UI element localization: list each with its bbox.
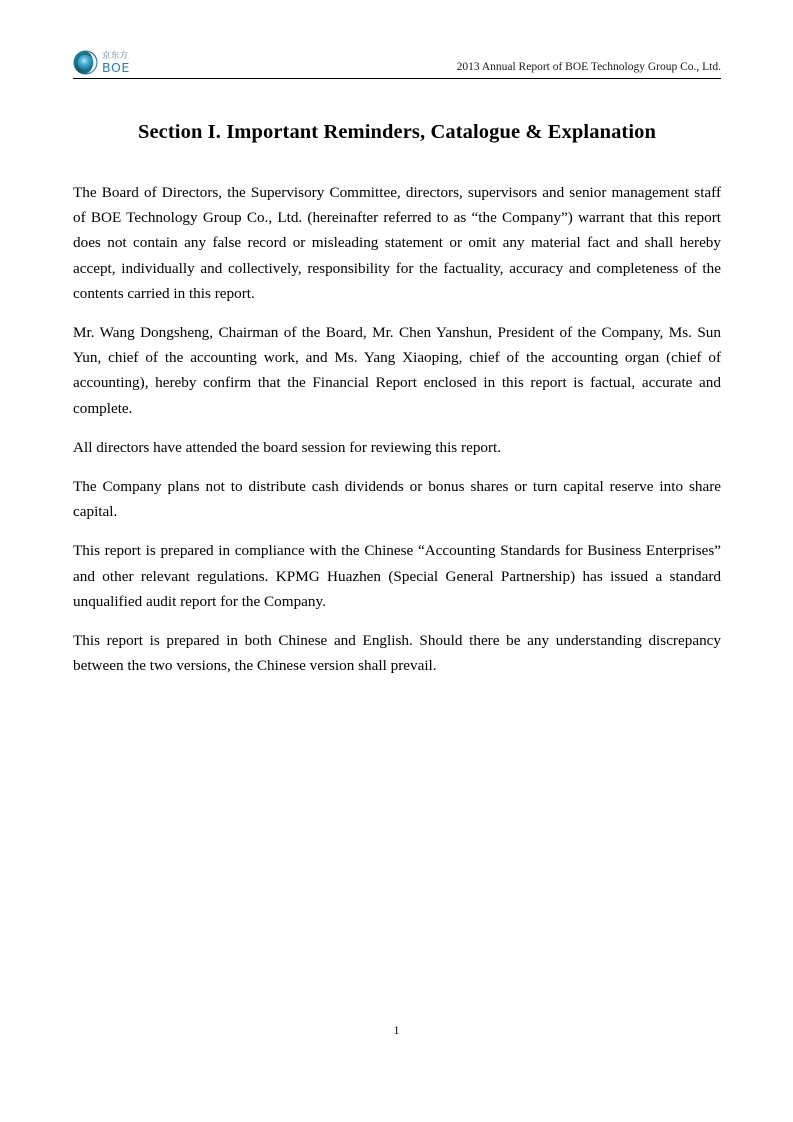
header-report-title: 2013 Annual Report of BOE Technology Group Co., Ltd. xyxy=(456,61,721,73)
body-paragraph: This report is prepared in compliance with the Chinese “Accounting Standards for Business Enterprises” and other relevant regulations. KPMG Huazhen (Special General Partnership) has issued a standard unqualified audit report for the Company. xyxy=(73,542,721,610)
document-body xyxy=(73,118,721,678)
body-paragraph: This report is prepared in both Chinese and English. Should there be any understanding discrepancy between the two versions, the Chinese version shall prevail. xyxy=(73,632,721,675)
boe-logo xyxy=(73,50,130,78)
body-paragraph: The Board of Directors, the Supervisory Committee, directors, supervisors and senior management staff of BOE Technology Group Co., Ltd. (hereinafter referred to as “the Company”) warrant that this report does not contain any false record or misleading statement or omit any material fact and shall hereby accept, individually and collectively, responsibility for the factuality, accuracy and completeness of the contents carried in this report. xyxy=(73,184,721,302)
page-number: 1 xyxy=(393,1025,400,1037)
body-paragraph: Mr. Wang Dongsheng, Chairman of the Board, Mr. Chen Yanshun, President of the Company, Ms. Sun Yun, chief of the accounting work, and Ms. Yang Xiaoping, chief of the accounting organ (chief of accounting), hereby confirm that the Financial Report enclosed in this report is factual, accurate and complete. xyxy=(73,324,721,417)
page-title: Section I. Important Reminders, Catalogue & Explanation xyxy=(137,121,656,143)
page-header xyxy=(73,34,721,79)
boe-logo-english-name: BOE xyxy=(102,59,130,75)
boe-logo-chinese-name: 京东方 xyxy=(102,50,129,61)
body-paragraph: All directors have attended the board session for reviewing this report. xyxy=(73,438,502,456)
boe-circle-logo-icon xyxy=(73,50,98,75)
body-paragraph: The Company plans not to distribute cash dividends or bonus shares or turn capital reserve into share capital. xyxy=(73,478,721,521)
boe-logo-wordmark xyxy=(102,51,130,75)
